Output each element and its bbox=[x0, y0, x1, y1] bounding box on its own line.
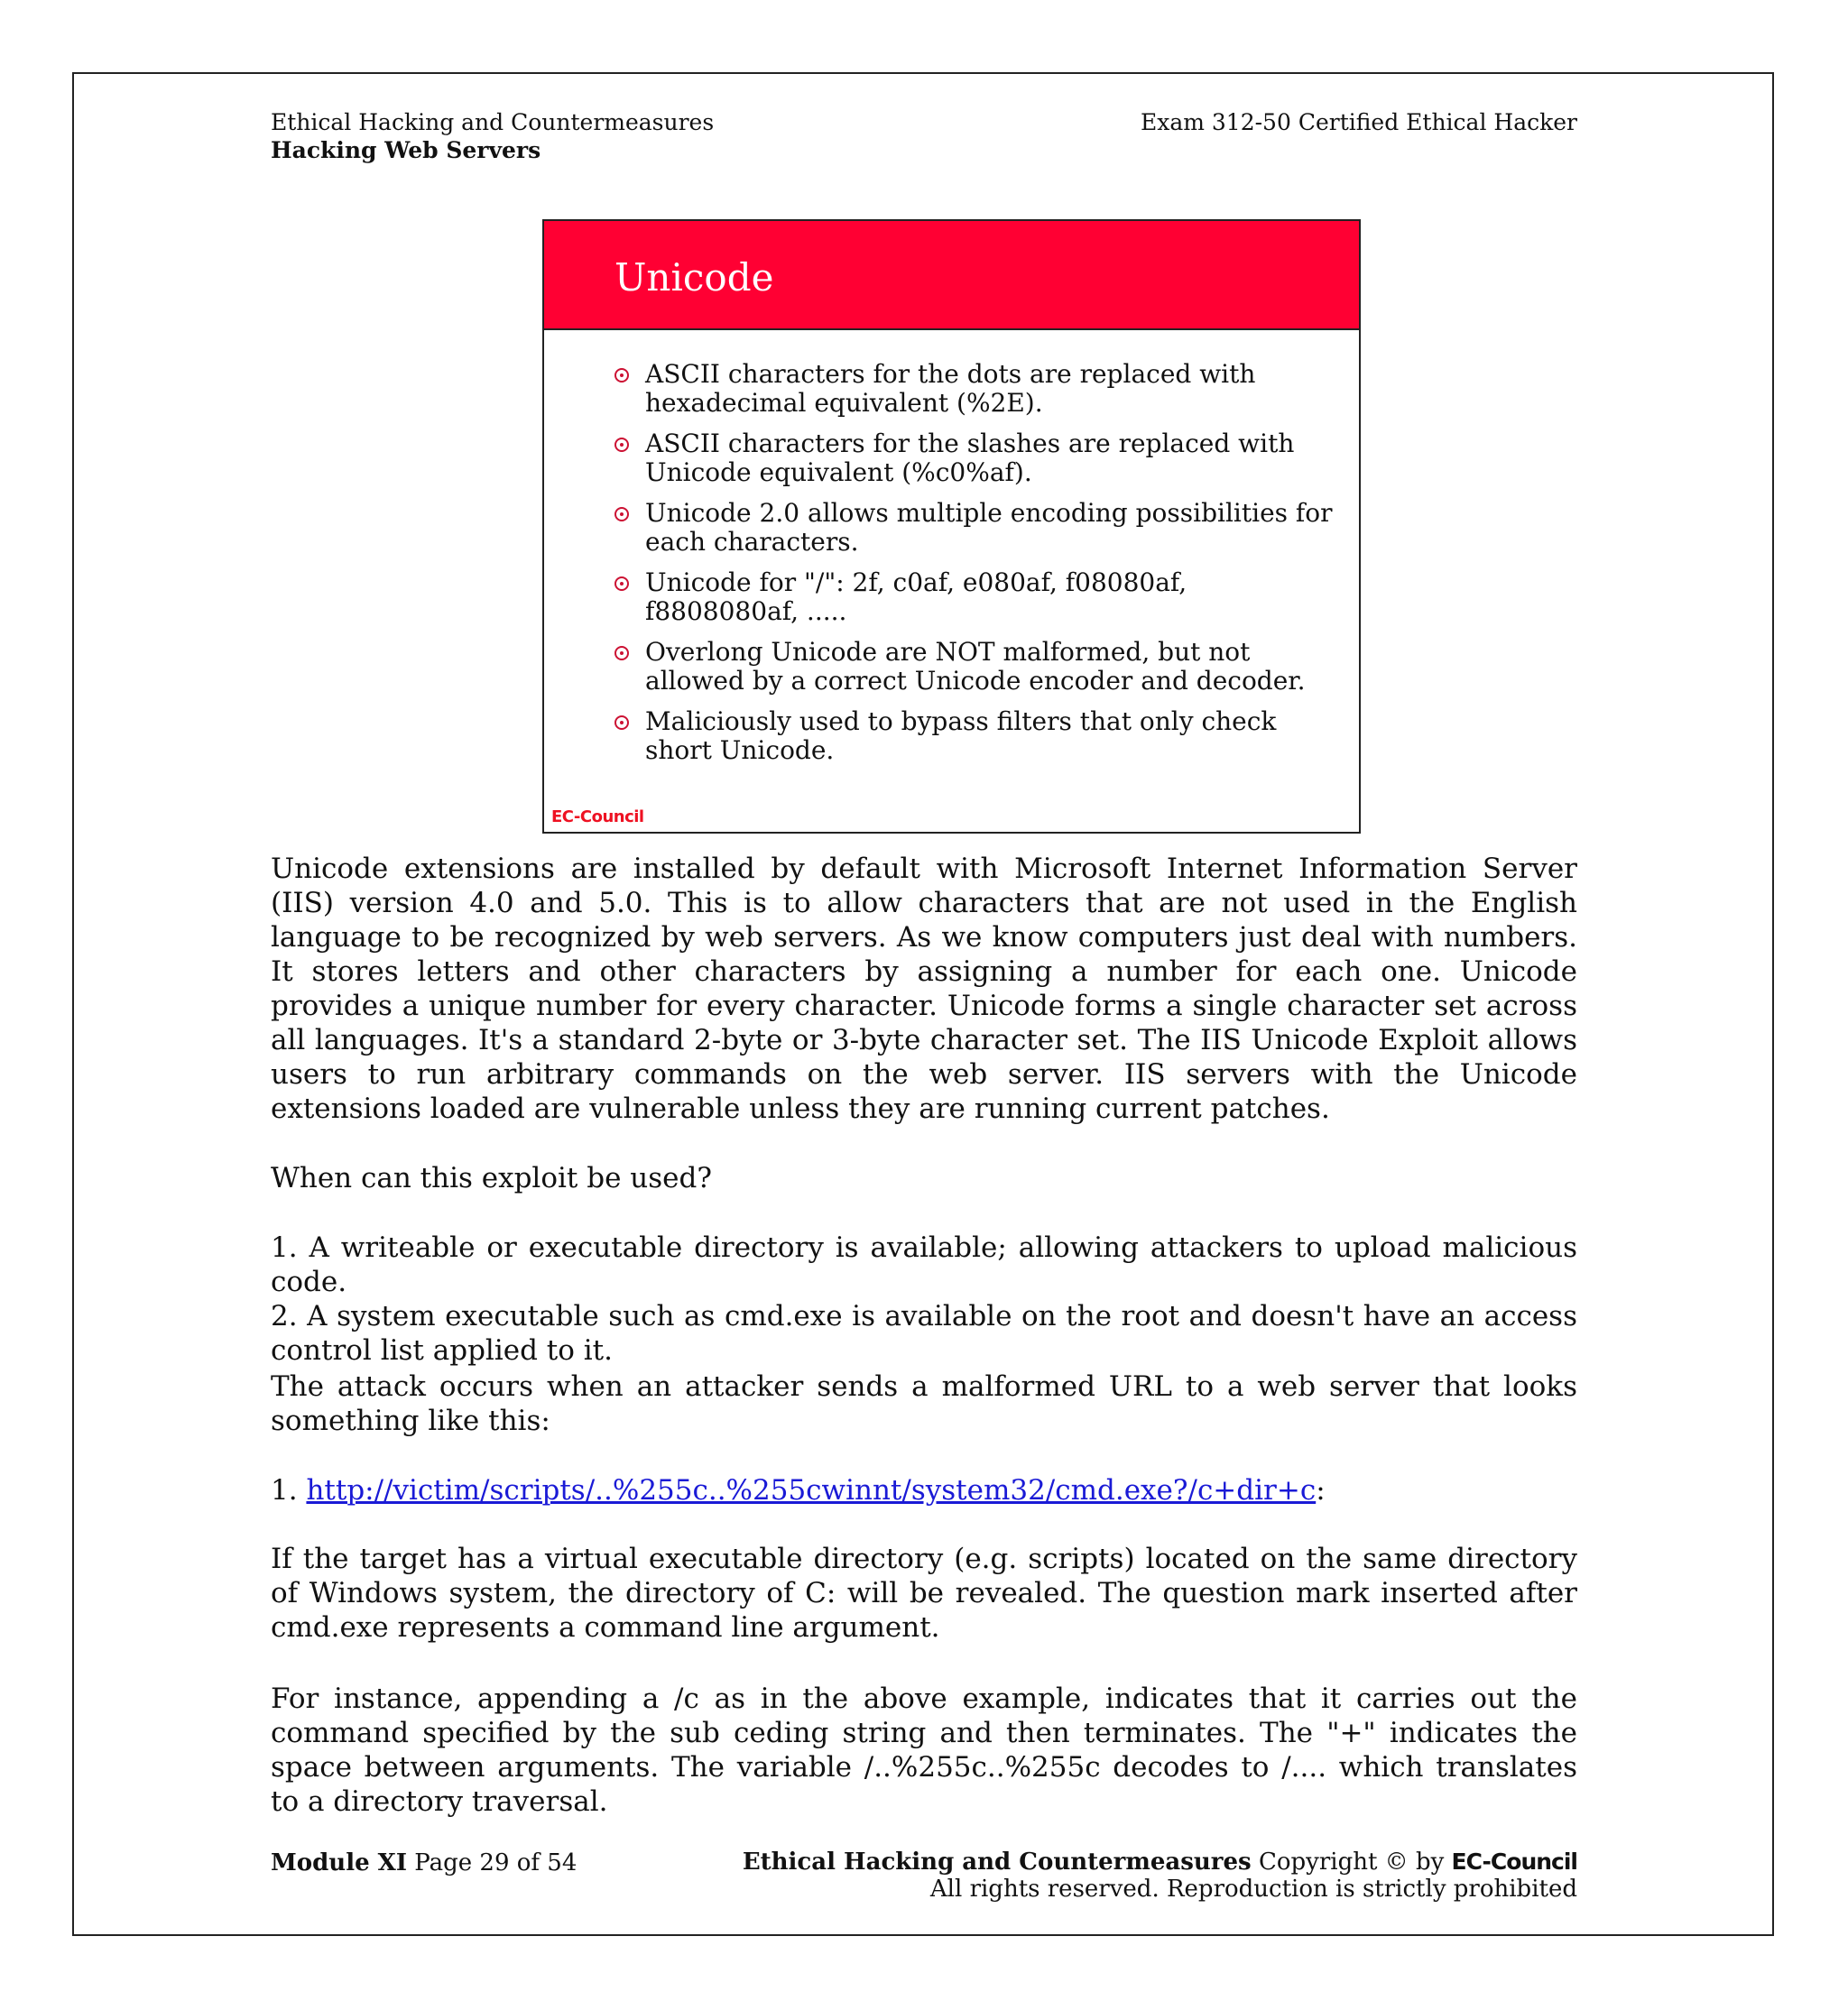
footer-brand-logo: EC-Council bbox=[1451, 1849, 1577, 1875]
footer-module: Module XI bbox=[271, 1849, 408, 1876]
slide-bullet bbox=[614, 360, 1336, 418]
slide-bullet-text: ASCII characters for the slashes are replaced with Unicode equivalent (%c0%af). bbox=[645, 429, 1295, 487]
footer-course: Ethical Hacking and Countermeasures bbox=[742, 1849, 1252, 1876]
condition-2: 2. A system executable such as cmd.exe is available on the root and doesn't have an access control list applied to it. bbox=[271, 1300, 1577, 1367]
slide-bullet bbox=[614, 568, 1336, 626]
footer-rights: All rights reserved. Reproduction is strictly prohibited bbox=[929, 1876, 1577, 1903]
bullet-target-icon bbox=[614, 438, 629, 452]
slide-bullet-text: Maliciously used to bypass filters that only check short Unicode. bbox=[645, 706, 1277, 765]
footer-right bbox=[743, 1849, 1577, 1903]
slide-bullet-text: Overlong Unicode are NOT malformed, but not allowed by a correct Unicode encoder and decoder. bbox=[645, 637, 1306, 696]
slide-title: Unicode bbox=[614, 255, 774, 300]
bullet-target-icon bbox=[614, 576, 629, 591]
bullet-target-icon bbox=[614, 507, 629, 521]
module-title: Hacking Web Servers bbox=[271, 137, 541, 163]
course-title: Ethical Hacking and Countermeasures bbox=[271, 109, 715, 135]
url-suffix: : bbox=[1316, 1474, 1326, 1507]
condition-1: 1. A writeable or executable directory is available; allowing attackers to upload malicious code. bbox=[271, 1231, 1577, 1298]
slide-figure bbox=[542, 219, 1361, 834]
slide-bullet bbox=[614, 638, 1336, 696]
slide-bullet-text: Unicode for "/": 2f, c0af, e080af, f08080af, f8808080af, ..... bbox=[645, 567, 1187, 626]
example-url-link[interactable]: http://victim/scripts/..%255c..%255cwinnt/system32/cmd.exe?/c+dir+c bbox=[306, 1474, 1317, 1507]
exam-title: Exam 312-50 Certified Ethical Hacker bbox=[1140, 109, 1577, 135]
footer-copyright: Copyright © by bbox=[1258, 1849, 1445, 1876]
ec-council-logo: EC-Council bbox=[551, 807, 644, 826]
paragraph-conditions bbox=[271, 1231, 1577, 1368]
url-prefix: 1. bbox=[271, 1474, 307, 1507]
paragraph-attack: The attack occurs when an attacker sends a malformed URL to a web server that looks something like this: bbox=[271, 1370, 1577, 1437]
footer-left bbox=[271, 1849, 577, 1877]
bullet-target-icon bbox=[614, 368, 629, 383]
bullet-target-icon bbox=[614, 715, 629, 730]
slide-bullet-text: Unicode 2.0 allows multiple encoding possibilities for each characters. bbox=[645, 498, 1333, 557]
example-url-line bbox=[271, 1473, 1577, 1508]
slide-title-bar bbox=[544, 221, 1359, 330]
slide-bullet-text: ASCII characters for the dots are replaced with hexadecimal equivalent (%2E). bbox=[645, 359, 1256, 418]
bullet-target-icon bbox=[614, 646, 629, 660]
paragraph-target: If the target has a virtual executable directory (e.g. scripts) located on the same directory of Windows system, the directory of C: will be revealed. The question mark inserted after cmd.exe represents a command line argument. bbox=[271, 1543, 1577, 1644]
slide-bullet-list bbox=[614, 360, 1336, 777]
header-left bbox=[271, 108, 714, 164]
slide-bullet bbox=[614, 499, 1336, 557]
paragraph-question: When can this exploit be used? bbox=[271, 1162, 712, 1194]
paragraph-instance: For instance, appending a /c as in the above example, indicates that it carries out the command specified by the sub ceding string and then terminates. The "+" indicates the space between arguments. The variable /..%255c..%255c decodes to /.... which translates to a directory traversal. bbox=[271, 1683, 1577, 1818]
footer-page: Page 29 of 54 bbox=[414, 1849, 578, 1876]
slide-bullet bbox=[614, 429, 1336, 487]
paragraph-intro: Unicode extensions are installed by default with Microsoft Internet Information Server (IIS) version 4.0 and 5.0. This is to allow characters that are not used in the English language to be recognized by web servers. As we know computers just deal with numbers. It stores letters and other characters by assigning a number for each one. Unicode provides a unique number for every character. Unicode forms a single character set across all languages. It's a standard 2-byte or 3-byte character set. The IIS Unicode Exploit allows users to run arbitrary commands on the web server. IIS servers with the Unicode extensions loaded are vulnerable unless they are running current patches. bbox=[271, 853, 1577, 1125]
slide-bullet bbox=[614, 707, 1336, 765]
